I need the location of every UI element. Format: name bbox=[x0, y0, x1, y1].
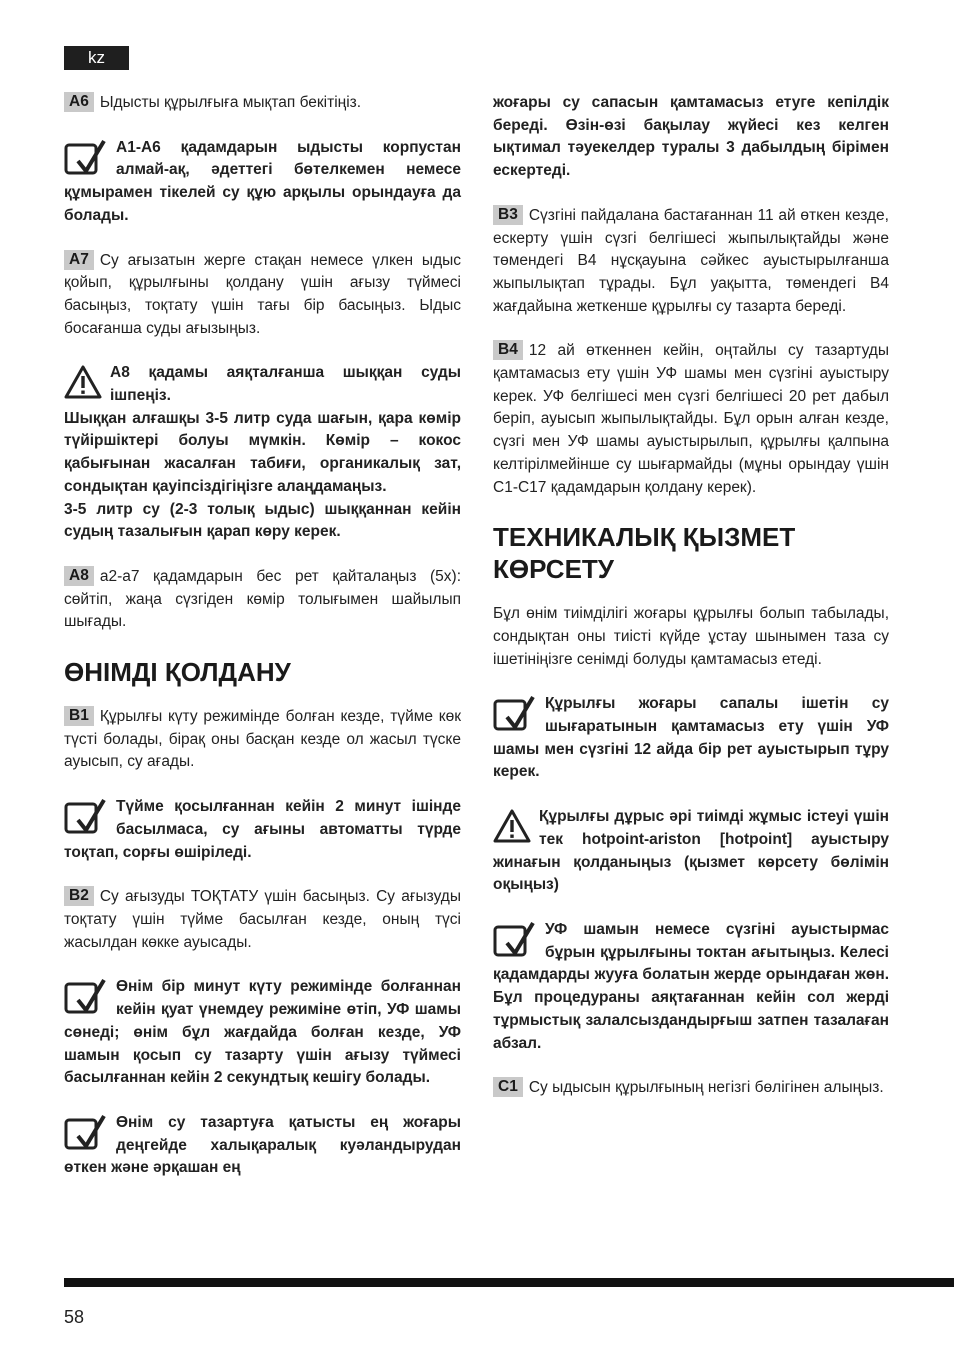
maintenance-intro: Бұл өнім тиімділігі жоғары құрылғы болып табылады, сондықтан оны тиісті күйде ұстау шынымен таза су ішетініңізге сенімді болуды қамтамасыз етеді. bbox=[493, 605, 889, 668]
step-a8 bbox=[64, 566, 461, 634]
step-a7 bbox=[64, 250, 461, 341]
step-text: 12 ай өткеннен кейін, оңтайлы су тазартуды қамтамасыз ету үшін УФ шамы мен сүзгіні ауыстыру керек. УФ белгішесі мен сүзгі белгішесі 20 рет дабыл беріп, ауысып жыпылықтайды. Бұл орын алған кезде, сүзгі мен УФ шамы ауыстырылып, құрылғы қалпына келтірілмейінше су шығармайды (мұны орындау үшін C1-C17 қадамдарын қолдану керек). bbox=[493, 342, 889, 496]
section-heading-maintenance bbox=[493, 521, 889, 585]
note-b1 bbox=[64, 796, 461, 864]
checkbox-note-icon bbox=[64, 798, 108, 836]
right-column bbox=[493, 92, 889, 1122]
step-text: a2-a7 қадамдарын бес рет қайталаңыз (5x): сөйтіп, жаңа сүзгіден көмір толығымен шайылып шығады. bbox=[64, 567, 461, 631]
step-text: Су ағызатын жерге стақан немесе үлкен ыдыс қойып, құрылғыны қолдану үшін ағызу түймесі басыңыз, тоқтату үшін тағы бір басыңыз. Ыдыс босағанша суды ағызыңыз. bbox=[64, 251, 461, 337]
language-tag: kz bbox=[64, 46, 129, 70]
note-text: УФ шамын немесе сүзгіні ауыстырмас бұрын құрылғыны токтан ағытыңыз. Келесі қадамдарды жууға болатын жерде орындаған жөн. Бұл процедураны аяқтағаннан кейін сол жерді тұрмыстық залалсыздандырғыш затпен тазалаған абзал. bbox=[493, 920, 889, 1052]
warning-text: A8 қадамы аяқталғанша шыққан суды ішпеңіз. bbox=[110, 364, 461, 405]
step-badge: A7 bbox=[64, 250, 94, 270]
footer-rule bbox=[64, 1278, 954, 1287]
step-text: Құрылғы күту режимінде болған кезде, түйме көк түсті болады, бірақ оны басқан кезде ол жасыл түске ауысып, су ағады. bbox=[64, 708, 461, 771]
step-b4 bbox=[493, 340, 889, 499]
note-text: Құрылғы жоғары сапалы ішетін су шығаратынын қамтамасыз ету үшін УФ шамы мен сүзгіні 12 айда бір рет ауыстырып тұру керек. bbox=[493, 695, 889, 781]
checkbox-note-icon bbox=[64, 978, 108, 1016]
warning-triangle-icon bbox=[64, 364, 102, 400]
checkbox-note-icon bbox=[493, 695, 537, 733]
step-text: Сүзгіні пайдалана бастағаннан 11 ай өткен кезде, ескерту үшін сүзгі белгішесі жыпылықтайды және төмендегі B4 нұсқауына сәйкес ауыстырылғанша жыпылықтап тұрады. Бұл уақытта, төмендегі B4 жағдайына жеткенше құрылғы су тазарта береді. bbox=[493, 206, 889, 315]
section-heading-usage: ӨНІМДІ ҚОЛДАНУ bbox=[64, 657, 291, 688]
step-badge: C1 bbox=[493, 1077, 523, 1097]
note-replace bbox=[493, 693, 889, 784]
warning-text: Құрылғы дұрыс әрі тиімді жұмыс істеуі үшін тек hotpoint-ariston [hotpoint] ауыстыру жинағын қолданыңыз (қызмет көрсету бөлімін оқыңыз) bbox=[493, 808, 889, 894]
step-b3 bbox=[493, 205, 889, 319]
warning-kit bbox=[493, 806, 889, 897]
step-b2 bbox=[64, 886, 461, 954]
note-unplug bbox=[493, 919, 889, 1055]
step-badge: B4 bbox=[493, 340, 523, 360]
step-badge: B3 bbox=[493, 205, 523, 225]
heading-line: ТЕХНИКАЛЫҚ ҚЫЗМЕТ bbox=[493, 522, 796, 553]
left-column bbox=[64, 92, 461, 1180]
step-text: Су ағызуды ТОҚТАТУ үшін басыңыз. Су ағызуды тоқтату үшін түйме басылған кезде, оның түсі жасылдан көкке ауысады. bbox=[64, 888, 461, 951]
step-badge: B1 bbox=[64, 706, 94, 726]
checkbox-note-icon bbox=[64, 1114, 108, 1152]
note-quality-start bbox=[64, 1112, 461, 1180]
step-text: Су ыдысын құрылғының негізгі бөлігінен алыңыз. bbox=[528, 1079, 884, 1097]
step-badge: B2 bbox=[64, 886, 94, 906]
note-standby bbox=[64, 976, 461, 1090]
checkbox-note-icon bbox=[64, 139, 108, 177]
warning-triangle-icon bbox=[493, 808, 531, 844]
note-a1-a6 bbox=[64, 137, 461, 228]
step-badge: A6 bbox=[64, 92, 94, 112]
step-c1 bbox=[493, 1077, 889, 1100]
warning-text: Шыққан алғашқы 3-5 литр суда шағын, қара көмір түйіршіктері болуы мүмкін. Көмір – кокос қабығынан жасалған табиғи, органикалық зат, сондықтан қауіпсіздігіңізге алаңдамаңыз. bbox=[64, 409, 461, 495]
warning-text: 3-5 литр су (2-3 толық ыдыс) шыққаннан кейін судың тазалығын қарап көру керек. bbox=[64, 500, 461, 541]
step-b1 bbox=[64, 706, 461, 774]
warning-a8 bbox=[64, 362, 461, 544]
page-number: 58 bbox=[64, 1307, 85, 1327]
note-text: Өнім су тазартуға қатысты ең жоғары деңгейде халықаралық куәландырудан өткен және әрқашан ең bbox=[64, 1113, 461, 1177]
checkbox-note-icon bbox=[493, 921, 537, 959]
note-text: A1-A6 қадамдарын ыдысты корпустан алмай-ақ, әдеттегі бөтелкемен немесе құмырамен тікелей су құю арқылы орындауға да болады. bbox=[64, 138, 461, 224]
note-quality-end: жоғары су сапасын қамтамасыз етуге кепілдік береді. Өзін-өзі бақылау жүйесі кез келген ықтимал тәуекелдер туралы 3 дабылдың бірімен ескертеді. bbox=[493, 94, 889, 180]
note-text: Түйме қосылғаннан кейін 2 минут ішінде басылмаса, су ағыны автоматты түрде тоқтап, сорғы өшіріледі. bbox=[64, 798, 461, 861]
note-text: Өнім бір минут күту режимінде болғаннан кейін қуат үнемдеу режиміне өтіп, УФ шамы сөнеді; өнім бұл жағдайда болған кезде, УФ шамын қосып су тазарту үшін ағызу түймесі басылғаннан кейін 2 секундтық кешігу болады. bbox=[64, 978, 461, 1087]
heading-line: КӨРСЕТУ bbox=[493, 554, 614, 585]
step-text: Ыдысты құрылғыға мықтап бекітіңіз. bbox=[99, 94, 362, 111]
step-badge: A8 bbox=[64, 566, 94, 586]
step-a6 bbox=[64, 92, 461, 115]
